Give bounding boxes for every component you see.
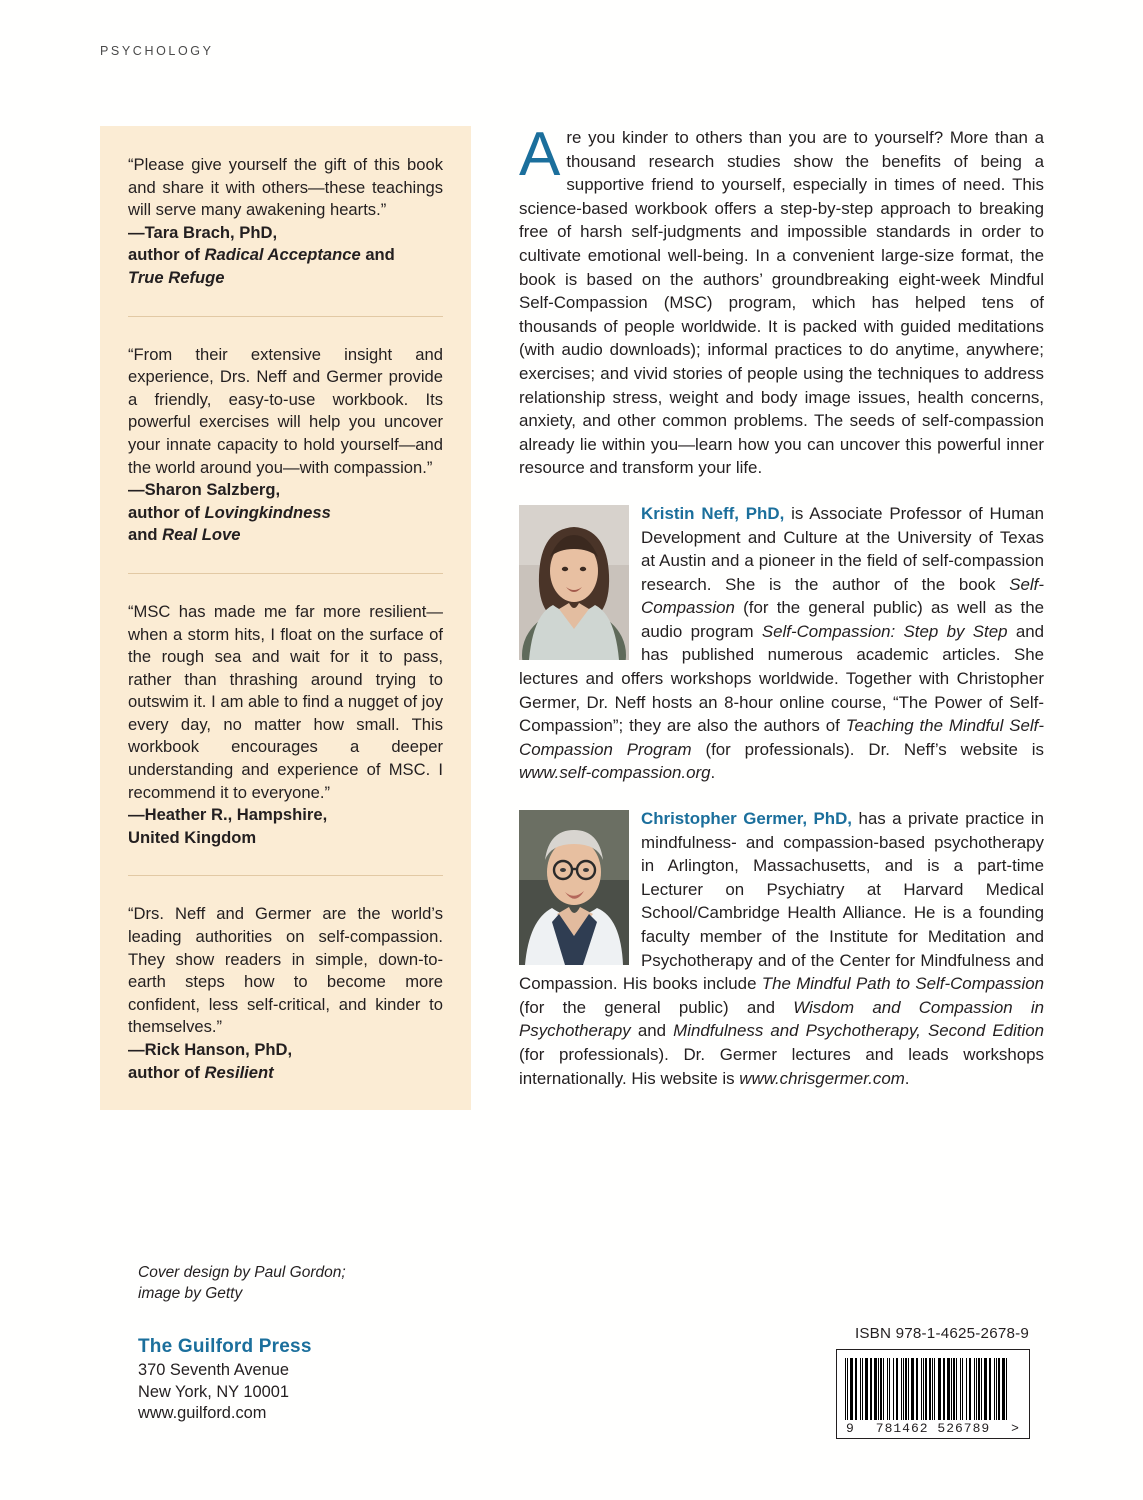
bio-seg-4: (for professionals). Dr. Neff’s website is <box>691 739 1044 759</box>
bio-seg-2: (for the general public) as well as the audio program <box>641 598 1044 641</box>
barcode-bars <box>845 1358 1021 1420</box>
endorsement-quote: “From their extensive insight and experience, Drs. Neff and Germer provide a friendly, easy-to-use workbook. Its powerful exercises will help you uncover your innate capacity to hold yourself—and the world around you—with compassion.” <box>128 344 443 477</box>
endorsement-quote: “Please give yourself the gift of this book and share it with others—these teachings will serve many awakening hearts.” <box>128 155 443 220</box>
endorsement-attribution <box>128 804 443 849</box>
barcode-main-digits: 781462 526789 <box>875 1421 991 1436</box>
bio-author-name: Kristin Neff, PhD, <box>641 503 785 523</box>
bio-title-3: Teaching the Mindful Self-Compassion Program <box>519 716 1045 759</box>
attrib-line: author of Resilient <box>128 1062 274 1082</box>
endorsement-3 <box>100 573 471 876</box>
bio-website-2[interactable]: www.chrisgermer.com <box>739 1068 905 1088</box>
barcode-left-digit: 9 <box>846 1421 855 1436</box>
endorsement-quote: “Drs. Neff and Germer are the world’s leading authorities on self-compassion. They show readers in simple, down-to-earth steps how to become more confident, less self-critical, and kinder to themselves.” <box>128 904 443 1037</box>
barcode-digits <box>845 1420 1021 1436</box>
bio-seg-1: is Associate Professor of Human Development and Culture at the University of Texas at Austin and a pioneer in the field of self-compassion research. She is the author of the book <box>641 503 1044 594</box>
drop-cap: A <box>519 120 561 189</box>
attrib-line: —Heather R., Hampshire, <box>128 805 328 825</box>
cover-credit-line-1: Cover design by Paul Gordon; <box>138 1264 346 1281</box>
publisher-city: New York, NY 10001 <box>138 1382 289 1401</box>
publisher-name: The Guilford Press <box>138 1336 312 1357</box>
attrib-line: author of Lovingkindness <box>128 502 331 522</box>
attrib-line: —Sharon Salzberg, <box>128 480 281 500</box>
attrib-line: —Rick Hanson, PhD, <box>128 1040 293 1059</box>
main-column <box>519 120 1045 1090</box>
bio-seg-2: (for the general public) and <box>519 997 794 1017</box>
book-description-text: re you kinder to others than you are to yourself? More than a thousand research studies show the benefits of being a supportive friend to yourself, especially in times of need. This science-based workbook offers a step-by-step approach to breaking free of harsh self-judgments and impossible standards in order to cultivate emotional well-being. In a convenient large-size format, the book is based on the authors’ groundbreaking eight-week Mindful Self-Compassion (MSC) program, which has helped tens of thousands of people worldwide. It is packed with guided meditations (with audio downloads); informal practices to do anytime, anywhere; exercises; and vivid stories of people using the techniques to address relationship stress, weight and body image issues, health concerns, anxiety, and other common problems. The seeds of self-compassion already lie within you—learn how you can uncover this powerful inner resource and transform your life. <box>519 128 1044 478</box>
author-bio-kristin-neff <box>519 502 1044 785</box>
isbn-block <box>836 1325 1048 1439</box>
publisher-website[interactable]: www.guilford.com <box>138 1404 267 1422</box>
bio-website-1[interactable]: www.self-compassion.org <box>519 763 711 783</box>
christopher-germer-portrait <box>519 810 629 965</box>
endorsement-4 <box>100 875 471 1110</box>
bio-title-2: Wisdom and Compassion in Psychotherapy <box>519 997 1044 1041</box>
barcode-right-digit: > <box>1011 1421 1020 1436</box>
cover-credit-line-2: image by Getty <box>138 1285 243 1302</box>
book-description <box>519 120 1044 480</box>
bio-title-3: Mindfulness and Psychotherapy, Second Edition <box>673 1021 1044 1041</box>
endorsements-panel <box>100 126 471 1110</box>
attrib-line: author of Radical Acceptance and <box>128 245 395 265</box>
attrib-line: True Refuge <box>128 267 225 287</box>
bio-seg-5: . <box>904 1068 910 1088</box>
bio-title-1: Self-Compassion <box>641 574 1044 618</box>
bio-seg-5: . <box>710 763 716 783</box>
bio-author-name: Christopher Germer, PhD, <box>641 809 852 829</box>
isbn-label: ISBN 978-1-4625-2678-9 <box>854 1325 1030 1342</box>
attrib-line: —Tara Brach, PhD, <box>128 222 278 242</box>
barcode <box>836 1349 1030 1439</box>
attrib-line: and Real Love <box>128 525 241 545</box>
category-label: PSYCHOLOGY <box>100 44 214 58</box>
endorsement-quote: “MSC has made me far more resilient—when a storm hits, I float on the surface of the rough sea and wait for it to pass, rather than thrashing around trying to outswim it. I am able to find a nugget of joy every day, no matter how small. This workbook encourages a deeper understanding and experience of MSC. I recommend it to everyone.” <box>128 601 443 802</box>
attrib-line: United Kingdom <box>128 827 257 847</box>
publisher-address: 370 Seventh Avenue <box>138 1361 289 1379</box>
endorsement-1 <box>100 126 471 316</box>
endorsement-attribution <box>128 222 443 290</box>
bio-seg-1: has a private practice in mindfulness- and compassion-based psychotherapy in Arlington, Massachusetts, and is a part-time Lecturer on Psychiatry at Harvard Medical School/Cambridge Health Alliance. He is a founding faculty member of the Institute for Meditation and Psychotherapy and of the Center for Mindfulness and Compassion. His books include <box>519 809 1044 994</box>
endorsement-2 <box>100 316 471 573</box>
author-bio-christopher-germer <box>519 807 1044 1090</box>
cover-credits <box>138 1262 438 1304</box>
bio-title-1: The Mindful Path to Self-Compassion <box>761 974 1044 994</box>
bio-title-2: Self-Compassion: Step by Step <box>761 621 1008 641</box>
endorsement-attribution <box>128 479 443 547</box>
endorsement-attribution <box>128 1039 443 1084</box>
bio-seg-3: and has published numerous academic articles. She lectures and offers workshops worldwide. Together with Christopher Germer, Dr. Neff hosts an 8-hour online course, “The Power of Self-Compassion”; they are also the authors of <box>519 621 1045 736</box>
bio-seg-3: and <box>630 1021 674 1041</box>
kristin-neff-portrait <box>519 505 629 660</box>
publisher-block <box>138 1336 458 1425</box>
bio-seg-4: (for professionals). Dr. Germer lectures and leads workshops internationally. His website is <box>519 1044 1044 1088</box>
